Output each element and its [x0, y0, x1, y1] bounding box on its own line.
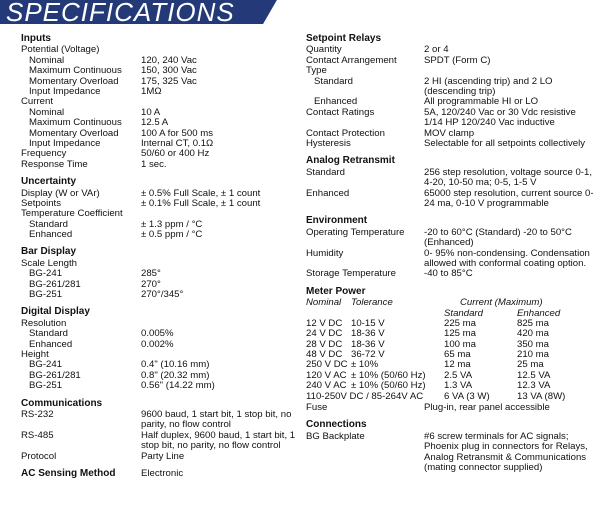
power-standard: 2.5 VA — [444, 369, 473, 381]
power-nominal: 240 V AC — [306, 380, 347, 392]
spec-value: 285° — [141, 268, 161, 280]
spec-value: 175, 325 Vac — [141, 75, 197, 87]
power-tolerance: 18-36 V — [351, 338, 385, 350]
section-meter-power — [306, 287, 591, 414]
right-column — [306, 33, 594, 480]
spec-value: 5A, 120/240 Vac or 30 Vdc resistive 1/14 HP 120/240 Vac inductive — [424, 106, 576, 129]
spec-row — [21, 381, 291, 391]
spec-value: 0.56" (14.22 mm) — [141, 380, 215, 392]
section-title: Connections — [306, 419, 367, 431]
section-title: Meter Power — [306, 285, 366, 297]
spec-value: SPDT (Form C) — [424, 54, 491, 66]
spec-label: Potential (Voltage) — [21, 44, 100, 56]
spec-value: 2 or 4 — [424, 44, 449, 56]
power-enhanced: 12.3 VA — [517, 380, 551, 392]
power-enhanced: 13 VA (8W) — [517, 390, 566, 402]
spec-label: Nominal — [29, 54, 65, 66]
spec-row — [21, 469, 291, 480]
section-uncertainty — [21, 177, 291, 240]
spec-label: BG-251 — [29, 289, 63, 301]
spec-label: Maximum Continuous — [29, 65, 122, 77]
spec-value: 0.4" (10.16 mm) — [141, 359, 210, 371]
section-digital-display — [21, 307, 291, 391]
spec-label: BG-251 — [29, 380, 63, 392]
spec-label: Height — [21, 349, 49, 360]
left-column — [21, 33, 296, 487]
section-ac-sensing — [21, 469, 291, 480]
power-enhanced: 825 ma — [517, 317, 549, 329]
power-standard: 1.3 VA — [444, 380, 473, 392]
spec-label: Contact Ratings — [306, 106, 375, 118]
spec-value: ± 0.5% Full Scale, ± 1 count — [141, 187, 261, 199]
spec-row — [21, 230, 291, 240]
spec-value: 10 A — [141, 106, 161, 118]
spec-label: Storage Temperature — [306, 268, 396, 280]
spec-value: ± 0.5 ppm / °C — [141, 229, 203, 241]
spec-label: Standard — [314, 75, 353, 87]
spec-value: 1MΩ — [141, 85, 162, 97]
spec-row — [21, 118, 291, 128]
section-setpoint-relays — [306, 34, 591, 149]
spec-label: RS-485 — [21, 429, 54, 441]
section-title: AC Sensing Method — [21, 467, 116, 479]
section-environment — [306, 216, 591, 279]
section-title: Uncertainty — [21, 176, 77, 188]
spec-value: 9600 baud, 1 start bit, 1 stop bit, no parity, no flow control — [141, 408, 292, 431]
header-enhanced: Enhanced — [517, 307, 561, 319]
spec-value: All programmable HI or LO — [424, 96, 539, 108]
spec-label: BG-241 — [29, 359, 63, 371]
spec-label: RS-232 — [21, 408, 54, 420]
spec-row — [306, 139, 591, 149]
power-tolerance: ± 10% (50/60 Hz) — [351, 380, 426, 392]
spec-row — [21, 429, 296, 452]
section-bar-display — [21, 247, 291, 300]
spec-row — [306, 108, 591, 129]
power-tolerance: 18-36 V — [351, 328, 385, 340]
spec-value: 270°/345° — [141, 289, 184, 301]
header-nominal: Nominal — [306, 297, 342, 309]
section-title: Bar Display — [21, 246, 77, 258]
power-standard: 225 ma — [444, 317, 476, 329]
spec-value: -20 to 60°C (Standard) -20 to 50°C (Enhanced) — [424, 226, 572, 249]
spec-row — [21, 160, 291, 170]
power-enhanced: 350 ma — [517, 338, 549, 350]
spec-row — [21, 410, 291, 431]
section-inputs — [21, 34, 291, 170]
spec-label: Protocol — [21, 450, 57, 462]
spec-value: #6 screw terminals for AC signals; Phoenix plug in connectors for Relays, Analog Retransmit & Communications (mating connector supplied) — [424, 430, 588, 474]
spec-value: 256 step resolution, voltage source 0-1, 4-20, 10-50 ma; 0-5, 1-5 V — [424, 166, 592, 189]
spec-label: Enhanced — [29, 229, 73, 241]
spec-label: Maximum Continuous — [29, 117, 122, 129]
spec-label: Resolution — [21, 317, 67, 329]
power-standard: 12 ma — [444, 359, 471, 371]
spec-label: Display (W or VAr) — [21, 187, 100, 199]
power-nominal: 12 V DC — [306, 317, 343, 329]
spec-label: Quantity — [306, 44, 342, 56]
spec-value: 0.002% — [141, 338, 174, 350]
section-connections — [306, 420, 591, 473]
header-tolerance: Tolerance — [351, 297, 393, 309]
power-standard: 125 ma — [444, 328, 476, 340]
spec-label: BG Backplate — [306, 430, 365, 442]
spec-label: Type — [306, 65, 327, 77]
header-current: Current (Maximum) — [460, 297, 543, 309]
spec-row — [306, 432, 591, 474]
power-tolerance: 10-15 V — [351, 317, 385, 329]
power-nominal: 48 V DC — [306, 349, 343, 361]
spec-value: Internal CT, 0.1Ω — [141, 137, 214, 149]
section-title: Digital Display — [21, 306, 90, 318]
power-tolerance: ± 10% — [351, 359, 379, 371]
spec-value: 0.005% — [141, 328, 174, 340]
spec-label: Momentary Overload — [29, 75, 119, 87]
spec-row — [306, 168, 591, 189]
power-row — [306, 392, 591, 402]
spec-label: Momentary Overload — [29, 127, 119, 139]
spec-value: Plug-in, rear panel accessible — [424, 402, 550, 414]
spec-value: Electronic — [141, 467, 184, 479]
power-nominal: 250 V DC — [306, 359, 348, 371]
power-nominal: 120 V AC — [306, 369, 347, 381]
power-enhanced: 210 ma — [517, 349, 549, 361]
specifications-banner — [0, 0, 290, 24]
spec-row — [306, 269, 591, 279]
spec-label: Standard — [29, 328, 68, 340]
section-title: Analog Retransmit — [306, 155, 395, 167]
spec-value: 12.5 A — [141, 117, 169, 129]
power-tolerance: ± 10% (50/60 Hz) — [351, 369, 426, 381]
spec-value: 100 A for 500 ms — [141, 127, 213, 139]
power-standard: 100 ma — [444, 338, 476, 350]
spec-label: Enhanced — [314, 96, 358, 108]
spec-value: 150, 300 Vac — [141, 65, 197, 77]
spec-value: ± 1.3 ppm / °C — [141, 218, 203, 230]
spec-row — [306, 56, 591, 66]
power-header-1 — [306, 298, 591, 308]
section-title: Communications — [21, 397, 103, 409]
spec-row — [306, 77, 591, 98]
spec-label: Current — [21, 96, 53, 108]
spec-value: 120, 240 Vac — [141, 54, 197, 66]
spec-label: Standard — [29, 218, 68, 230]
spec-row — [306, 403, 591, 413]
spec-row — [306, 228, 591, 249]
spec-label: BG-261/281 — [29, 369, 81, 381]
spec-label: Standard — [306, 166, 345, 178]
spec-row — [21, 452, 291, 462]
section-communications — [21, 397, 296, 462]
spec-value: -40 to 85°C — [424, 268, 473, 280]
power-standard: 6 VA (3 W) — [444, 390, 490, 402]
spec-value: 270° — [141, 278, 161, 290]
spec-label: Operating Temperature — [306, 226, 405, 238]
header-standard: Standard — [444, 307, 483, 319]
spec-value: 50/60 or 400 Hz — [141, 148, 210, 160]
power-tolerance: 36-72 V — [351, 349, 385, 361]
spec-label: Input Impedance — [29, 85, 101, 97]
spec-label: BG-261/281 — [29, 278, 81, 290]
power-enhanced: 12.5 VA — [517, 369, 551, 381]
spec-value: 65000 step resolution, current source 0-24 ma, 0-10 V programmable — [424, 187, 594, 209]
section-analog-retransmit — [306, 155, 594, 209]
section-title: Environment — [306, 215, 368, 227]
spec-row — [306, 187, 594, 210]
spec-row — [21, 340, 291, 350]
power-nominal: 110-250V DC / 85-264V AC — [306, 390, 424, 402]
power-enhanced: 25 ma — [517, 359, 544, 371]
spec-value: Half duplex, 9600 baud, 1 start bit, 1 stop bit, no parity, no flow control — [141, 429, 296, 452]
section-title: Inputs — [21, 33, 51, 44]
spec-label: Nominal — [29, 106, 65, 118]
spec-label: Enhanced — [29, 338, 73, 350]
power-standard: 65 ma — [444, 349, 471, 361]
banner-title: SPECIFICATIONS — [6, 0, 235, 24]
spec-label: Scale Length — [21, 257, 78, 269]
spec-label: Contact Arrangement — [306, 54, 397, 66]
spec-label: Fuse — [306, 402, 328, 414]
spec-label: Temperature Coefficient — [21, 208, 123, 220]
spec-label: Frequency — [21, 148, 67, 160]
spec-label: Enhanced — [306, 187, 350, 199]
spec-label: Input Impedance — [29, 137, 101, 149]
spec-row — [21, 290, 291, 300]
spec-label: Humidity — [306, 247, 344, 259]
spec-value: 0.8" (20.32 mm) — [141, 369, 210, 381]
power-rows — [306, 319, 591, 402]
spec-label: Setpoints — [21, 197, 62, 209]
section-title: Setpoint Relays — [306, 33, 382, 44]
spec-value: MOV clamp — [424, 127, 475, 139]
spec-value: Selectable for all setpoints collectively — [424, 137, 586, 149]
spec-label: Hysteresis — [306, 137, 351, 149]
power-nominal: 28 V DC — [306, 338, 343, 350]
spec-label: Contact Protection — [306, 127, 385, 139]
spec-value: 2 HI (ascending trip) and 2 LO (descending trip) — [424, 75, 553, 97]
spec-label: Response Time — [21, 158, 88, 170]
spec-value: 1 sec. — [141, 158, 167, 170]
spec-value: ± 0.1% Full Scale, ± 1 count — [141, 197, 261, 209]
spec-row — [21, 87, 291, 97]
spec-value: Party Line — [141, 450, 185, 462]
power-enhanced: 420 ma — [517, 328, 549, 340]
spec-row — [306, 249, 591, 270]
spec-value: 0- 95% non-condensing. Condensation allowed with conformal coating option. — [424, 247, 590, 269]
power-nominal: 24 V DC — [306, 328, 343, 340]
spec-label: BG-241 — [29, 268, 63, 280]
